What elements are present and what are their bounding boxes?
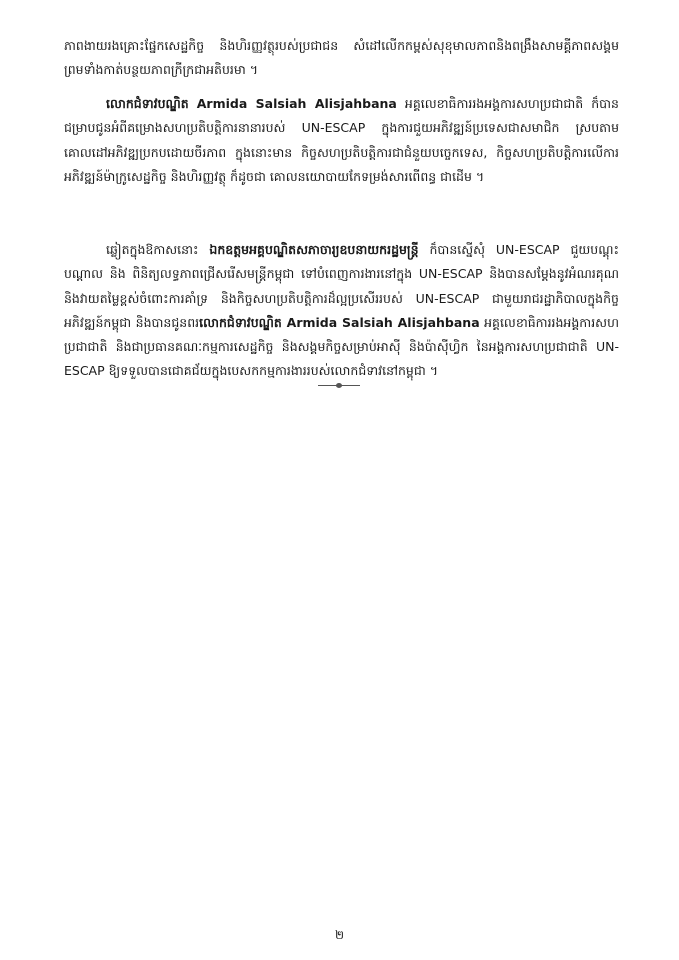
page-number: ២ (334, 928, 345, 942)
paragraph-2-bold-lead: លោកជំទាវបណ្ឌិត (106, 96, 189, 111)
paragraph-3-text-b: ក៏បានស្នើសុំ UN-ESCAP ជួយបណ្តុះបណ្តាល និង ពិនិត្យលទ្ធភាពជ្រើសរើសមន្ត្រីកម្ពុជា ទៅបំពេញការងារនៅក្នុង UN-ESCAP និងបានសម្តែងនូវអំណរគុណ និងវាយតម្លៃខ្ពស់ចំពោះការគាំទ្រ និងកិច្ចសហប្រតិបត្តិការដ៏ល្អប្រសើររបស់ UN-ESCAP ជាមួយរាជរដ្ឋាភិបាលក្នុងកិច្ចអភិវឌ្ឍន៍កម្ពុជា និងបានជូនពរ (64, 242, 619, 330)
paragraph-1-text: ភាពងាយរងគ្រោះផ្នែកសេដ្ឋកិច្ច និងហិរញ្ញវត្ថុរបស់ប្រជាជន សំដៅលើកកម្ពស់សុខុមាលភាពនិងពង្រឹងសាមគ្គីភាពសង្គម ព្រមទាំងកាត់បន្ថយភាពក្រីក្រជាអតិបរមា ។ (64, 38, 619, 78)
paragraph-2-bold-name: Armida Salsiah Alisjahbana (196, 96, 397, 111)
paragraph-2-text: អគ្គលេខាធិការរងអង្គការសហប្រជាជាតិ ក៏បានជម្រាបជូនអំពីគម្រោងសហប្រតិបត្តិការនានារបស់ UN-ESCAP ក្នុងការជួយអភិវឌ្ឍន៍ប្រទេសជាសមាជិក ស្របតាមគោលដៅអភិវឌ្ឍប្រកបដោយចីរភាព ក្នុងនោះមាន កិច្ចសហប្រតិបត្តិការជាជំនួយបច្ចេកទេស, កិច្ចសហប្រតិបត្តិការលើការអភិវឌ្ឍន៍ម៉ាក្រូសេដ្ឋកិច្ច និងហិរញ្ញវត្ថុ ក៏ដូចជា គោលនយោបាយកែទម្រង់សារពើពន្ធ ជាដើម ។ (64, 96, 619, 184)
paragraph-3-bold-b: លោកជំទាវបណ្ឌិត Armida Salsiah Alisjahbana (199, 314, 480, 330)
paragraph-3 (64, 238, 619, 384)
paragraph-3-text-c: អគ្គលេខាធិការរងអង្គការសហប្រជាជាតិ និងជាប្រធានគណៈកម្មការសេដ្ឋកិច្ច និងសង្គមកិច្ចសម្រាប់អាស៊ី និងប៉ាស៊ីហ្វិក នៃអង្គការសហប្រជាជាតិ UN-ESCAP ឱ្យទទួលបានជោគជ័យក្នុងបេសកកម្មការងាររបស់លោកជំទាវនៅកម្ពុជា ។ (64, 314, 619, 379)
divider-ornament-icon (336, 383, 342, 388)
paragraph-3-bold-a: ឯកឧត្តមអគ្គបណ្ឌិតសភាចារ្យឧបនាយករដ្ឋមន្ត្រី (209, 242, 419, 257)
paragraph-1 (64, 34, 619, 83)
paragraph-2 (64, 92, 619, 189)
section-divider (318, 383, 360, 389)
paragraph-3-text-a: ឆ្លៀតក្នុងឱកាសនោះ (106, 242, 210, 257)
